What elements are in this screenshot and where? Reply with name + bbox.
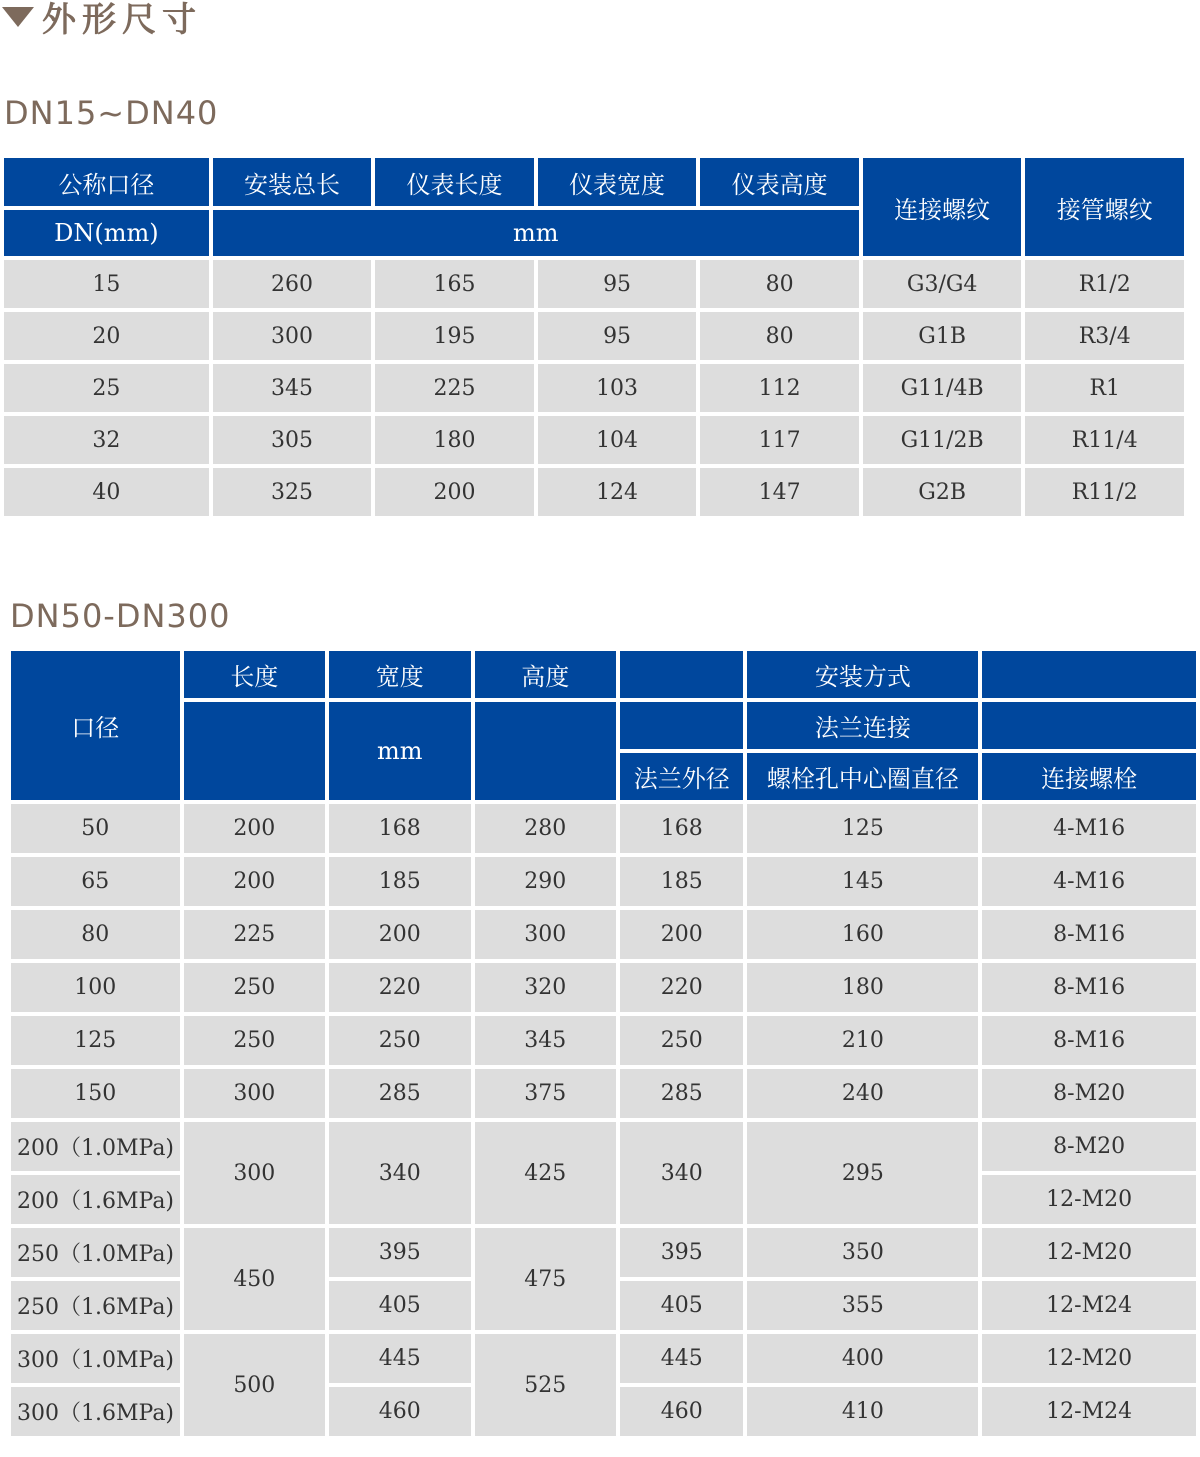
header-bolt-circle: 螺栓孔中心圈直径 [747, 753, 978, 800]
table-cell: 285 [329, 1069, 470, 1118]
table-cell: 340 [620, 1122, 743, 1224]
table-cell: 50 [11, 804, 180, 853]
table-row [11, 1069, 1196, 1118]
table-cell: 195 [375, 312, 534, 360]
header-unit-mm: mm [329, 702, 470, 800]
table-cell: 425 [475, 1122, 616, 1224]
table-cell: 445 [329, 1334, 470, 1383]
table-cell: 12-M24 [982, 1281, 1196, 1330]
table-cell: 200 [184, 857, 325, 906]
table-cell: 8-M16 [982, 1016, 1196, 1065]
table-cell: 300 [184, 1122, 325, 1224]
table-cell: 500 [184, 1334, 325, 1436]
table-cell: 220 [620, 963, 743, 1012]
table-dn50-dn300 [7, 647, 1200, 1440]
table-cell: G1B [863, 312, 1022, 360]
table-cell: 300 [184, 1069, 325, 1118]
table-cell: 325 [213, 468, 372, 516]
table-cell: 160 [747, 910, 978, 959]
table-cell: 355 [747, 1281, 978, 1330]
header-pipe-thread: 接管螺纹 [1025, 158, 1184, 256]
table-cell: 124 [538, 468, 697, 516]
table-cell: 103 [538, 364, 697, 412]
table-cell: 80 [700, 260, 859, 308]
triangle-down-icon [2, 7, 34, 27]
table-cell: 220 [329, 963, 470, 1012]
table-cell: 40 [4, 468, 209, 516]
table-cell: 250（1.0MPa) [11, 1228, 180, 1277]
table-cell: 200 [375, 468, 534, 516]
header-length: 长度 [184, 651, 325, 698]
table-cell: 117 [700, 416, 859, 464]
table-cell: 350 [747, 1228, 978, 1277]
table-cell: 290 [475, 857, 616, 906]
table-cell: 200（1.6MPa) [11, 1175, 180, 1224]
table-cell: R11/2 [1025, 468, 1184, 516]
table-cell: 12-M20 [982, 1334, 1196, 1383]
table-cell: 112 [700, 364, 859, 412]
table-row [4, 364, 1184, 412]
table-cell: 460 [329, 1387, 470, 1436]
table-cell: 180 [375, 416, 534, 464]
header-bolts: 连接螺栓 [982, 753, 1196, 800]
table-cell: 15 [4, 260, 209, 308]
table-row [11, 963, 1196, 1012]
table-cell: 250 [184, 963, 325, 1012]
table-cell: 250 [329, 1016, 470, 1065]
table-cell: 460 [620, 1387, 743, 1436]
header-connection-thread: 连接螺纹 [863, 158, 1022, 256]
table-row [11, 1228, 1196, 1277]
table-cell: 320 [475, 963, 616, 1012]
table-cell: 250 [620, 1016, 743, 1065]
table-cell: 250 [184, 1016, 325, 1065]
table-row [4, 312, 1184, 360]
table-cell: 32 [4, 416, 209, 464]
table-cell: 8-M20 [982, 1122, 1196, 1171]
table-cell: R3/4 [1025, 312, 1184, 360]
table-cell: 445 [620, 1334, 743, 1383]
table-cell: 25 [4, 364, 209, 412]
table-cell: 125 [747, 804, 978, 853]
header-blank [620, 702, 743, 749]
table-cell: 475 [475, 1228, 616, 1330]
header-dn-mm: DN(mm) [4, 210, 209, 256]
header-install-method: 安装方式 [747, 651, 978, 698]
table-cell: 95 [538, 260, 697, 308]
header-blank [620, 651, 743, 698]
table-cell: G11/4B [863, 364, 1022, 412]
table-cell: 395 [329, 1228, 470, 1277]
table-cell: 525 [475, 1334, 616, 1436]
header-blank [475, 702, 616, 800]
table-row [4, 260, 1184, 308]
table-cell: 80 [11, 910, 180, 959]
table-cell: G11/2B [863, 416, 1022, 464]
table-cell: R1 [1025, 364, 1184, 412]
table-cell: 400 [747, 1334, 978, 1383]
table-cell: 145 [747, 857, 978, 906]
header-flange-od: 法兰外径 [620, 753, 743, 800]
table-cell: 200 [184, 804, 325, 853]
table-dn15-dn40 [0, 154, 1188, 520]
table-row [4, 468, 1184, 516]
table-row [11, 804, 1196, 853]
table-cell: 180 [747, 963, 978, 1012]
header-meter-length: 仪表长度 [375, 158, 534, 206]
header-width: 宽度 [329, 651, 470, 698]
table-cell: 12-M20 [982, 1228, 1196, 1277]
table-cell: 168 [329, 804, 470, 853]
table-row [4, 416, 1184, 464]
table-cell: 104 [538, 416, 697, 464]
table-cell: 125 [11, 1016, 180, 1065]
table-cell: 260 [213, 260, 372, 308]
table-cell: 285 [620, 1069, 743, 1118]
table-cell: 345 [213, 364, 372, 412]
table-cell: 345 [475, 1016, 616, 1065]
page-title: 外形尺寸 [42, 0, 202, 40]
table-cell: 305 [213, 416, 372, 464]
table-cell: 8-M20 [982, 1069, 1196, 1118]
table-cell: 20 [4, 312, 209, 360]
table-cell: 200（1.0MPa) [11, 1122, 180, 1171]
table-cell: 405 [620, 1281, 743, 1330]
table-cell: 12-M24 [982, 1387, 1196, 1436]
header-meter-height: 仪表高度 [700, 158, 859, 206]
page-header [2, 0, 202, 40]
table-cell: R1/2 [1025, 260, 1184, 308]
table-cell: 225 [375, 364, 534, 412]
table-cell: 375 [475, 1069, 616, 1118]
header-flange-connection: 法兰连接 [747, 702, 978, 749]
table-cell: 405 [329, 1281, 470, 1330]
table-cell: 225 [184, 910, 325, 959]
table-cell: 8-M16 [982, 910, 1196, 959]
table-cell: 410 [747, 1387, 978, 1436]
table-cell: 300（1.0MPa) [11, 1334, 180, 1383]
table-cell: 250（1.6MPa) [11, 1281, 180, 1330]
table-cell: G3/G4 [863, 260, 1022, 308]
header-blank [982, 702, 1196, 749]
header-blank [184, 702, 325, 800]
header-height: 高度 [475, 651, 616, 698]
table-cell: G2B [863, 468, 1022, 516]
table-cell: 395 [620, 1228, 743, 1277]
header-blank [982, 651, 1196, 698]
table-cell: 12-M20 [982, 1175, 1196, 1224]
table-cell: 147 [700, 468, 859, 516]
table-cell: 450 [184, 1228, 325, 1330]
table-cell: 4-M16 [982, 804, 1196, 853]
header-meter-width: 仪表宽度 [538, 158, 697, 206]
table-cell: 200 [620, 910, 743, 959]
table-cell: 210 [747, 1016, 978, 1065]
table-cell: 185 [620, 857, 743, 906]
table-cell: 300（1.6MPa) [11, 1387, 180, 1436]
table-cell: 150 [11, 1069, 180, 1118]
table-cell: 80 [700, 312, 859, 360]
table-cell: 185 [329, 857, 470, 906]
table-cell: 300 [213, 312, 372, 360]
table-cell: 165 [375, 260, 534, 308]
table-cell: 200 [329, 910, 470, 959]
section-heading-dn15-dn40: DN15~DN40 [4, 94, 219, 132]
table-cell: 100 [11, 963, 180, 1012]
table-row [11, 857, 1196, 906]
table-cell: 240 [747, 1069, 978, 1118]
table-cell: 95 [538, 312, 697, 360]
table-cell: R11/4 [1025, 416, 1184, 464]
header-nominal-diameter: 公称口径 [4, 158, 209, 206]
table-row [11, 1334, 1196, 1383]
table-cell: 4-M16 [982, 857, 1196, 906]
header-install-length: 安装总长 [213, 158, 372, 206]
table-row [11, 910, 1196, 959]
table-cell: 8-M16 [982, 963, 1196, 1012]
header-unit-mm: mm [213, 210, 859, 256]
section-heading-dn50-dn300: DN50-DN300 [10, 597, 231, 635]
header-diameter: 口径 [11, 651, 180, 800]
table-cell: 65 [11, 857, 180, 906]
table-cell: 168 [620, 804, 743, 853]
table-row [11, 1016, 1196, 1065]
table-cell: 295 [747, 1122, 978, 1224]
table-cell: 280 [475, 804, 616, 853]
table-cell: 340 [329, 1122, 470, 1224]
table-row [11, 1122, 1196, 1171]
table-cell: 300 [475, 910, 616, 959]
